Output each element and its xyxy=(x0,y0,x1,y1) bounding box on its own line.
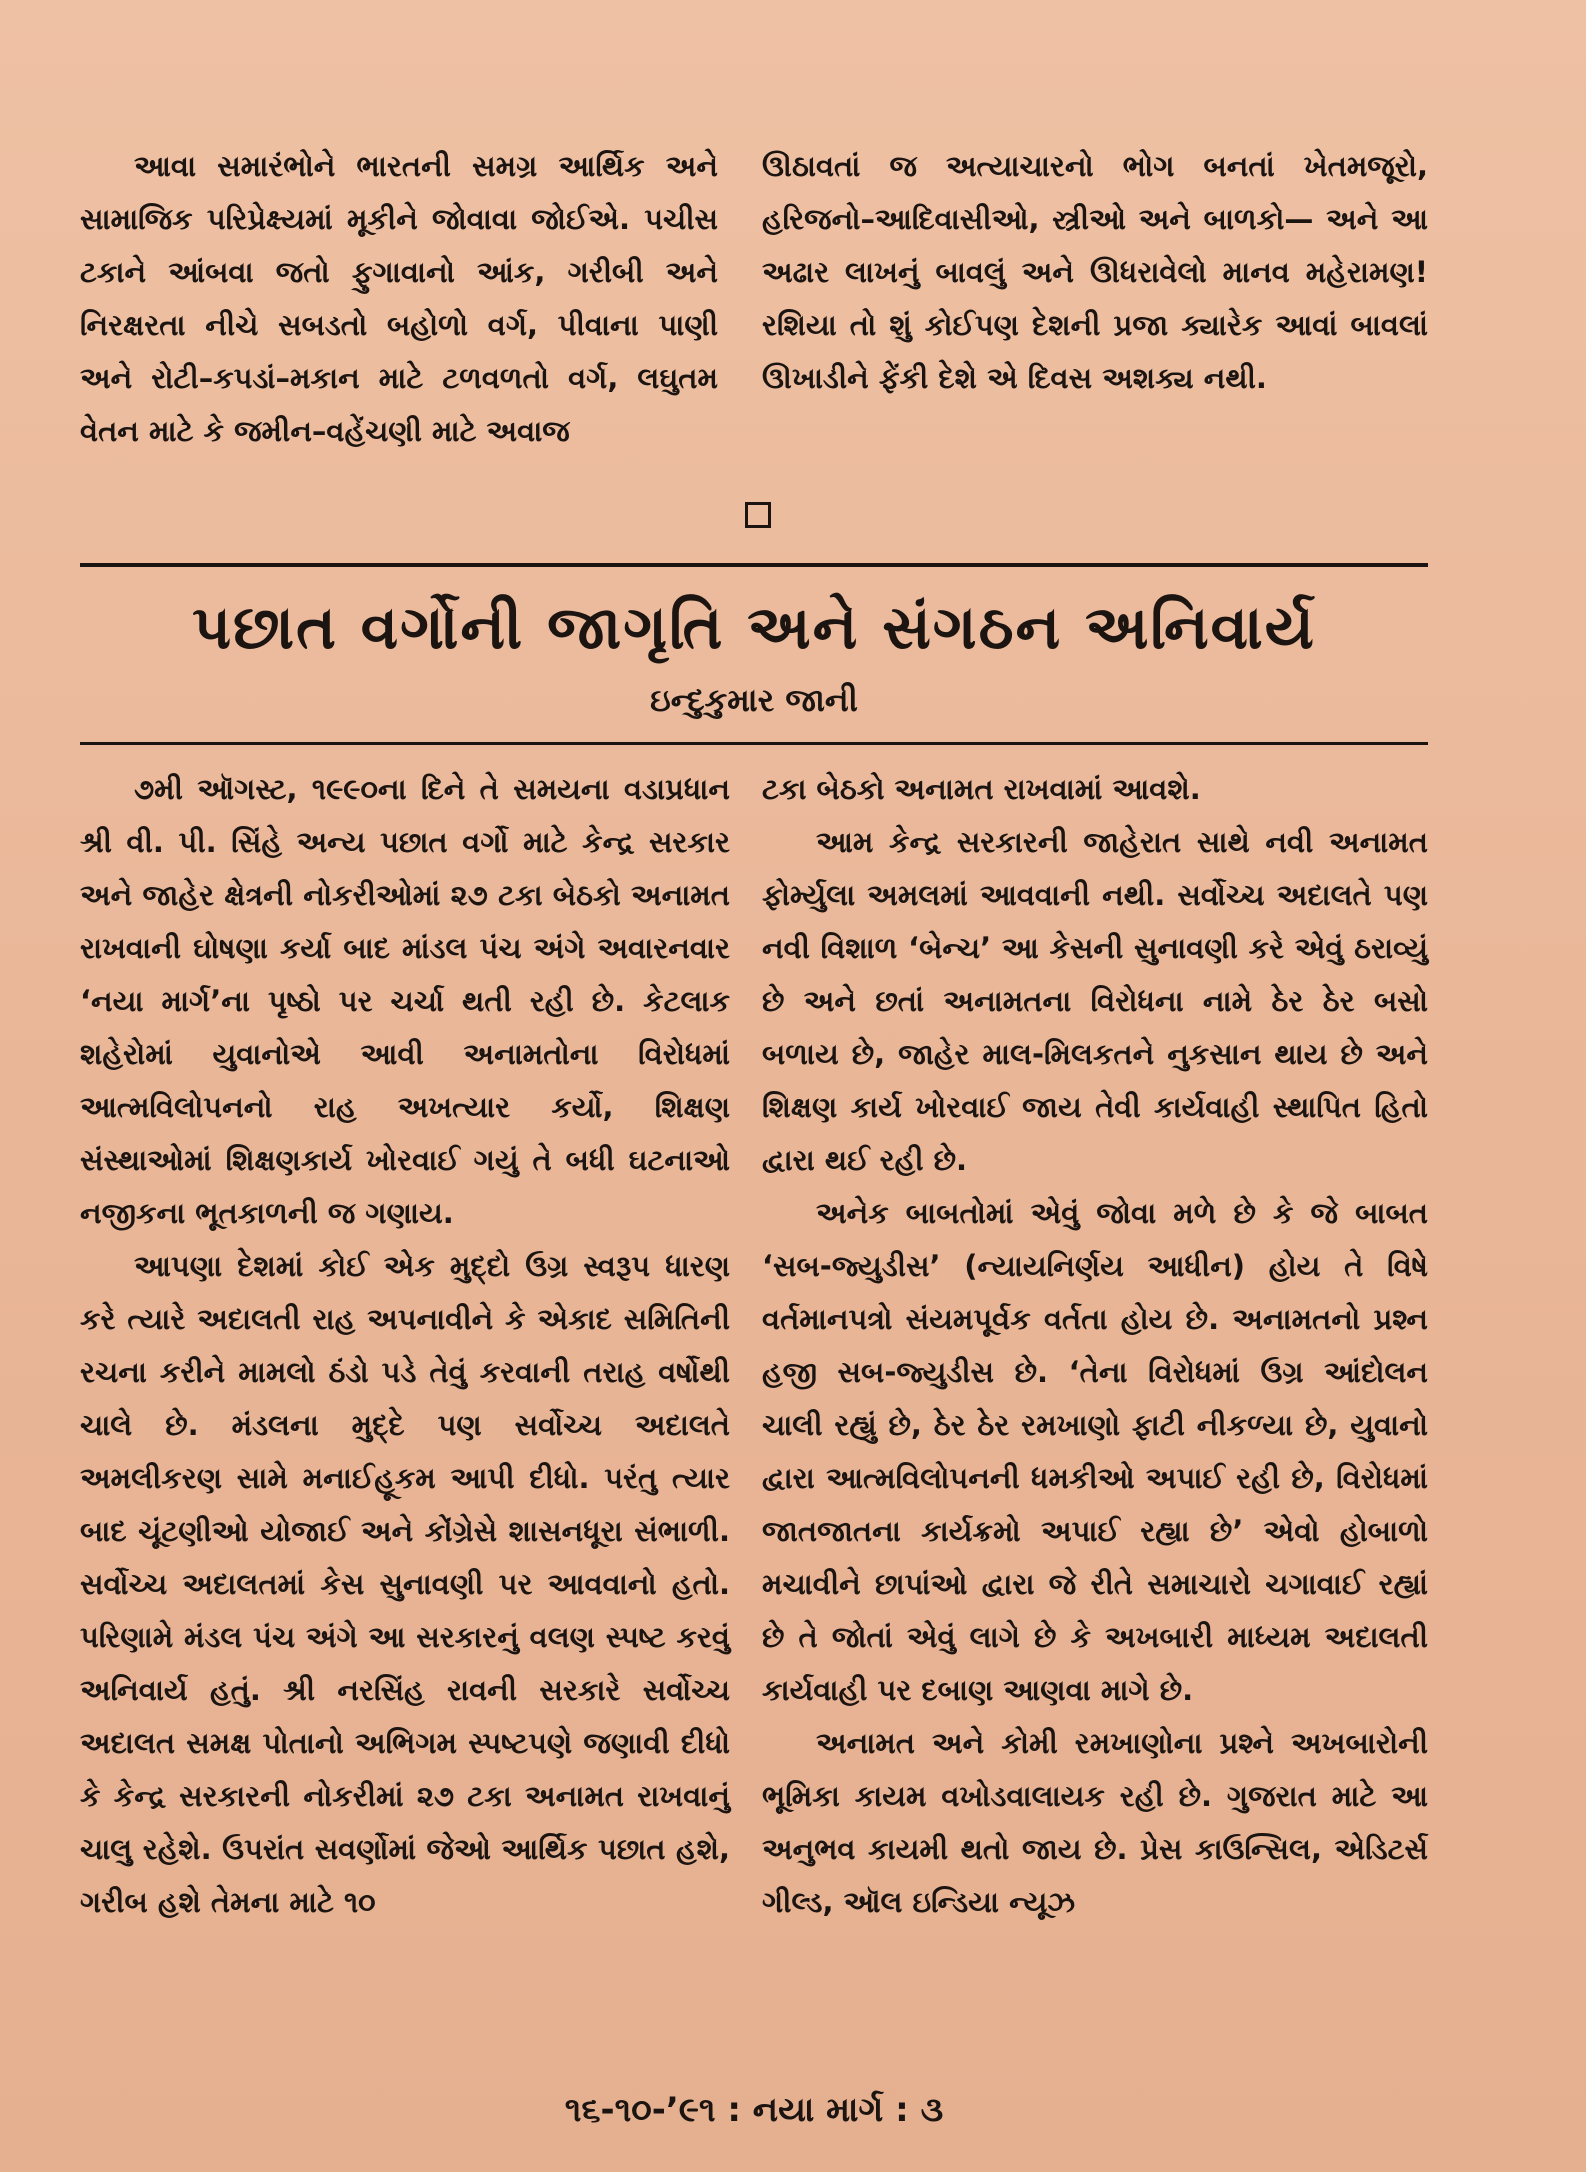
title-bottom-rule xyxy=(80,742,1428,745)
article-left-column xyxy=(80,763,730,1929)
article-author: ઇન્દુકુમાર જાની xyxy=(650,681,858,719)
article-title: પછાત વર્ગોની જાગૃતિ અને સંગઠન અનિવાર્ય xyxy=(192,593,1316,663)
article-paragraph: અનેક બાબતોમાં એવું જોવા મળે છે કે જે બાબત ‘સબ-જ્યુડીસ’ (ન્યાયનિર્ણય આધીન) હોય તે વિષે વર્તમાનપત્રો સંયમપૂર્વક વર્તતા હોય છે. અનામતનો પ્રશ્ન હજી સબ-જ્યુડીસ છે. ‘તેના વિરોધમાં ઉગ્ર આંદોલન ચાલી રહ્યું છે, ઠેર ઠેર રમખાણો ફાટી નીકળ્યા છે, યુવાનો દ્વારા આત્મવિલોપનની ધમકીઓ અપાઈ રહી છે, વિરોધમાં જાતજાતના કાર્યક્રમો અપાઈ રહ્યા છે’ એવો હોબાળો મચાવીને છાપાંઓ દ્વારા જે રીતે સમાચારો ચગાવાઈ રહ્યાં છે તે જોતાં એવું લાગે છે કે અખબારી માધ્યમ અદાલતી કાર્યવાહી પર દબાણ આણવા માગે છે. xyxy=(762,1196,1428,1707)
title-top-rule xyxy=(80,563,1428,567)
previous-article-left-paragraph xyxy=(80,140,718,458)
article-paragraph: ૭મી ઑગસ્ટ, ૧૯૯૦ના દિને તે સમયના વડાપ્રધાન શ્રી વી. પી. સિંહે અન્ય પછાત વર્ગો માટે કેન્દ્ર સરકાર અને જાહેર ક્ષેત્રની નોકરીઓમાં ૨૭ ટકા બેઠકો અનામત રાખવાની ઘોષણા કર્યા બાદ માંડલ પંચ અંગે અવારનવાર ‘નયા માર્ગ’ના પૃષ્ઠો પર ચર્ચા થતી રહી છે. કેટલાક શહેરોમાં યુવાનોએ આવી અનામતોના વિરોધમાં આત્મવિલોપનનો રાહ અખત્યાર કર્યો, શિક્ષણ સંસ્થાઓમાં શિક્ષણકાર્ય ખોરવાઈ ગયું તે બધી ઘટનાઓ નજીકના ભૂતકાળની જ ગણાય. xyxy=(80,772,730,1230)
article-end-square-icon xyxy=(745,502,771,528)
article-right-column xyxy=(762,763,1428,1929)
article-paragraph: આમ કેન્દ્ર સરકારની જાહેરાત સાથે નવી અનામત ફોર્મ્યુલા અમલમાં આવવાની નથી. સર્વોચ્ચ અદાલતે પણ નવી વિશાળ ‘બેન્ચ’ આ કેસની સુનાવણી કરે એવું ઠરાવ્યું છે અને છતાં અનામતના વિરોધના નામે ઠેર ઠેર બસો બળાય છે, જાહેર માલ-મિલકતને નુકસાન થાય છે અને શિક્ષણ કાર્ય ખોરવાઈ જાય તેવી કાર્યવાહી સ્થાપિત હિતો દ્વારા થઈ રહી છે. xyxy=(762,825,1428,1177)
previous-article-text: આવા સમારંભોને ભારતની સમગ્ર આર્થિક અને સામાજિક પરિપ્રેક્ષ્યમાં મૂકીને જોવાવા જોઈએ. પચીસ ટકાને આંબવા જતો ફુગાવાનો આંક, ગરીબી અને નિરક્ષરતા નીચે સબડતો બહોળો વર્ગ, પીવાના પાણી અને રોટી–કપડાં–મકાન માટે ટળવળતો વર્ગ, લઘુતમ વેતન માટે કે જમીન–વહેંચણી માટે અવાજ xyxy=(80,149,718,448)
page-footer: ૧૬-૧૦-’૯૧ : નયા માર્ગ : ૩ xyxy=(564,2090,944,2130)
previous-article-text: ઊઠાવતાં જ અત્યાચારનો ભોગ બનતાં ખેતમજૂરો, હરિજનો–આદિવાસીઓ, સ્ત્રીઓ અને બાળકો— અને આ અઢાર લાખનું બાવલું અને ઊધરાવેલો માનવ મહેરામણ! રશિયા તો શું કોઈપણ દેશની પ્રજા ક્યારેક આવાં બાવલાં ઊખાડીને ફેંકી દેશે એ દિવસ અશક્ય નથી. xyxy=(762,149,1428,395)
previous-article-right-paragraph xyxy=(762,140,1428,405)
article-paragraph: અનામત અને કોમી રમખાણોના પ્રશ્ને અખબારોની ભૂમિકા કાયમ વખોડવાલાયક રહી છે. ગુજરાત માટે આ અનુભવ કાયમી થતો જાય છે. પ્રેસ કાઉન્સિલ, એડિટર્સ ગીલ્ડ, ઑલ ઇન્ડિયા ન્યૂઝ xyxy=(762,1726,1428,1919)
article-paragraph: ટકા બેઠકો અનામત રાખવામાં આવશે. xyxy=(762,772,1201,806)
article-paragraph: આપણા દેશમાં કોઈ એક મુદ્દો ઉગ્ર સ્વરૂપ ધારણ કરે ત્યારે અદાલતી રાહ અપનાવીને કે એકાદ સમિતિની રચના કરીને મામલો ઠંડો પડે તેવું કરવાની તરાહ વર્ષોથી ચાલે છે. મંડલના મુદ્દે પણ સર્વોચ્ચ અદાલતે અમલીકરણ સામે મનાઈહૂકમ આપી દીધો. પરંતુ ત્યાર બાદ ચૂંટણીઓ યોજાઈ અને કોંગ્રેસે શાસનધૂરા સંભાળી. સર્વોચ્ચ અદાલતમાં કેસ સુનાવણી પર આવવાનો હતો. પરિણામે મંડલ પંચ અંગે આ સરકારનું વલણ સ્પષ્ટ કરવું અનિવાર્ય હતું. શ્રી નરસિંહ રાવની સરકારે સર્વોચ્ચ અદાલત સમક્ષ પોતાનો અભિગમ સ્પષ્ટપણે જણાવી દીધો કે કેન્દ્ર સરકારની નોકરીમાં ૨૭ ટકા અનામત રાખવાનું ચાલુ રહેશે. ઉપરાંત સવર્ણોમાં જેઓ આર્થિક પછાત હશે, ગરીબ હશે તેમના માટે ૧૦ xyxy=(80,1249,730,1919)
